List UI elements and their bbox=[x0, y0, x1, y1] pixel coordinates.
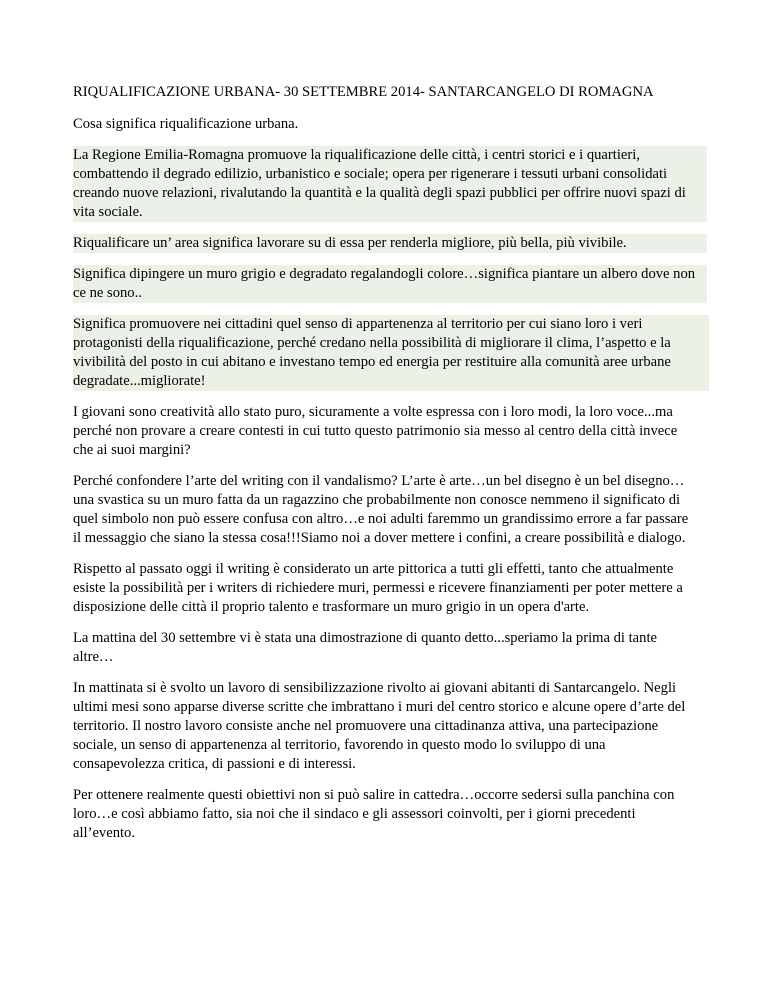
document-page bbox=[73, 83, 699, 855]
document-title: RIQUALIFICAZIONE URBANA- 30 SETTEMBRE 2014- SANTARCANGELO DI ROMAGNA bbox=[73, 84, 654, 100]
body-paragraph: Per ottenere realmente questi obiettivi non si può salire in cattedra…occorre sedersi sulla panchina con loro…e così abbiamo fatto, sia noi che il sindaco e gli assessori coinvolti, per i giorni precedenti all’evento. bbox=[73, 787, 675, 841]
document-subtitle: Cosa significa riqualificazione urbana. bbox=[73, 116, 299, 132]
body-paragraph: Perché confondere l’arte del writing con il vandalismo? L’arte è arte…un bel disegno è un bel disegno… una svastica su un muro fatta da un ragazzino che probabilmente non conosce nemmeno il significato di quel simbolo non può essere confusa con altro…e noi adulti faremmo un grandissimo errore a far passare il messaggio che siano la stessa cosa!!!Siamo noi a dover mettere i confini, a creare possibilità e dialogo. bbox=[73, 473, 689, 546]
body-paragraph: La mattina del 30 settembre vi è stata una dimostrazione di quanto detto...speriamo la prima di tante altre… bbox=[73, 630, 657, 665]
body-paragraph: In mattinata si è svolto un lavoro di sensibilizzazione rivolto ai giovani abitanti di Santarcangelo. Negli ultimi mesi sono apparse diverse scritte che imbrattano i muri del centro storico e alcune opere d’arte del territorio. Il nostro lavoro consiste anche nel promuovere una cittadinanza attiva, una partecipazione sociale, un senso di appartenenza al territorio, favorendo in questo modo lo sviluppo di una consapevolezza critica, di passioni e di interessi. bbox=[73, 680, 686, 772]
highlighted-paragraph: La Regione Emilia-Romagna promuove la riqualificazione delle città, i centri storici e i quartieri, combattendo il degrado edilizio, urbanistico e sociale; opera per rigenerare i tessuti urbani consolidati creando nuove relazioni, rivalutando la quantità e la qualità degli spazi pubblici per offrire nuovi spazi di vita sociale. bbox=[73, 146, 707, 222]
highlighted-paragraph: Significa promuovere nei cittadini quel senso di appartenenza al territorio per cui siano loro i veri protagonisti della riqualificazione, perché credano nella possibilità di migliorare il clima, l’aspetto e la vivibilità del posto in cui abitano e investano tempo ed energia per restituire alla comunità aree urbane degradate...migliorate! bbox=[73, 315, 709, 391]
highlighted-paragraph: Riqualificare un’ area significa lavorare su di essa per renderla migliore, più bella, più vivibile. bbox=[73, 234, 707, 253]
body-paragraph: I giovani sono creatività allo stato puro, sicuramente a volte espressa con i loro modi, la loro voce...ma perché non provare a creare contesti in cui tutto questo patrimonio sia messo al centro della città invece che ai suoi margini? bbox=[73, 404, 678, 458]
highlighted-paragraph: Significa dipingere un muro grigio e degradato regalandogli colore…significa piantare un albero dove non ce ne sono.. bbox=[73, 265, 707, 303]
body-paragraph: Rispetto al passato oggi il writing è considerato un arte pittorica a tutti gli effetti, tanto che attualmente esiste la possibilità per i writers di richiedere muri, permessi e ricevere finanziamenti per poter mettere a disposizione delle città il proprio talento e trasformare un muro grigio in un opera d'arte. bbox=[73, 561, 683, 615]
